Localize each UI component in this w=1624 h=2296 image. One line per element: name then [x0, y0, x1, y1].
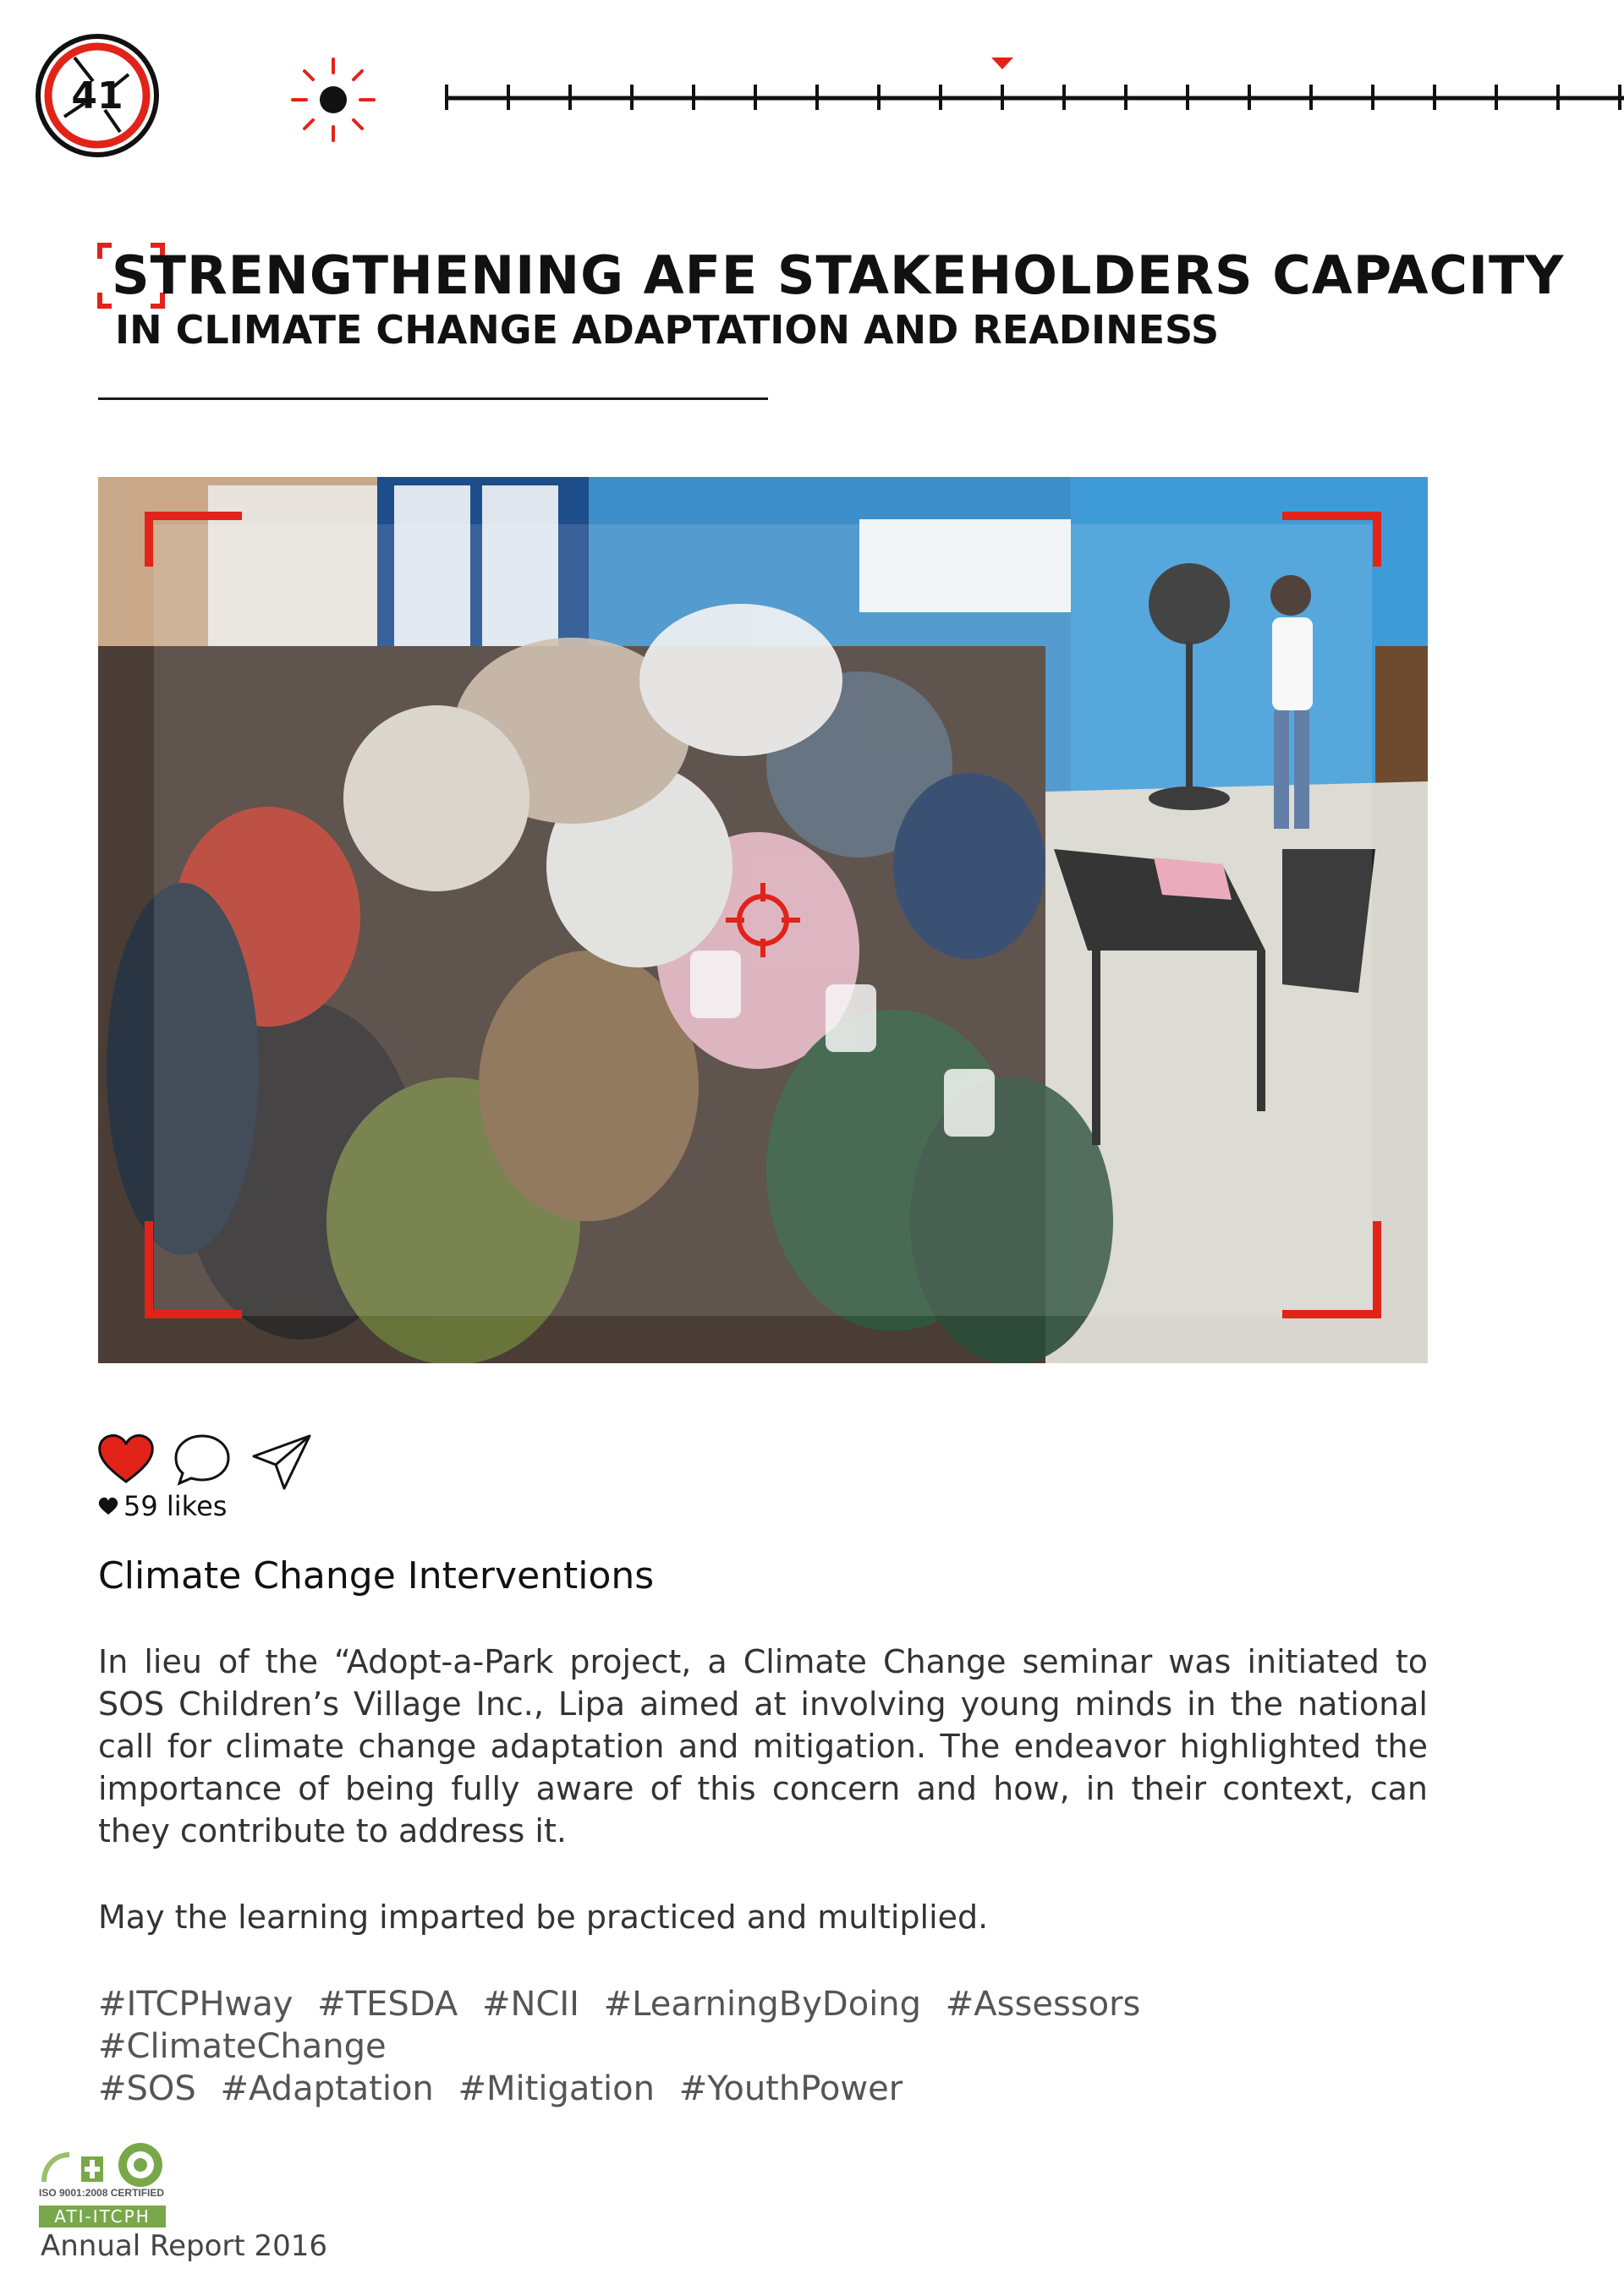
page-subtitle: IN CLIMATE CHANGE ADAPTATION AND READINESS: [115, 307, 1220, 353]
hashtag[interactable]: #SOS: [98, 2069, 196, 2108]
likes-label: 59 likes: [123, 1490, 228, 1522]
title-divider: [98, 397, 768, 400]
org-badge: ATI-ITCPH: [39, 2206, 166, 2228]
hashtag[interactable]: #LearningByDoing: [603, 1985, 922, 2024]
hashtag[interactable]: #Assessors: [945, 1985, 1141, 2024]
seminar-photo: [98, 477, 1428, 1363]
hashtag[interactable]: #ITCPHway: [98, 1985, 294, 2024]
hashtag[interactable]: #NCII: [481, 1985, 579, 2024]
hashtag[interactable]: #ClimateChange: [98, 2027, 387, 2066]
hashtag-list: [98, 1983, 1428, 2110]
timeline-ruler: [436, 51, 1624, 110]
post-body: In lieu of the “Adopt-a-Park project, a Climate Change seminar was initiated to SOS Children’s Village Inc., Lipa aimed at involving young minds in the national call for climate change adaptation and mitigation. The endeavor highlighted the importance of being fully aware of this concern and how, in their context, can they contribute to address it.: [98, 1643, 1428, 1849]
report-label: Annual Report 2016: [41, 2229, 328, 2263]
comment-icon[interactable]: [173, 1433, 232, 1487]
timeline-marker: [991, 58, 1013, 69]
share-icon[interactable]: [250, 1433, 313, 1492]
small-heart-icon: [98, 1497, 118, 1515]
heart-icon[interactable]: [96, 1433, 156, 1485]
page-title: STRENGTHENING AFE STAKEHOLDERS CAPACITY: [112, 244, 1565, 306]
post-closing: May the learning imparted be practiced and multiplied.: [98, 1899, 989, 1936]
iso-certification: ISO 9001:2008 CERTIFIED: [39, 2187, 165, 2199]
hashtag[interactable]: #TESDA: [317, 1985, 458, 2024]
likes-count: [98, 1490, 227, 1522]
hashtag[interactable]: #Mitigation: [458, 2069, 655, 2108]
page-number: 41: [71, 74, 123, 118]
hashtag[interactable]: #Adaptation: [220, 2069, 434, 2108]
hashtag[interactable]: #YouthPower: [678, 2069, 903, 2108]
post-heading: Climate Change Interventions: [98, 1554, 655, 1597]
sun-icon: [289, 56, 377, 144]
